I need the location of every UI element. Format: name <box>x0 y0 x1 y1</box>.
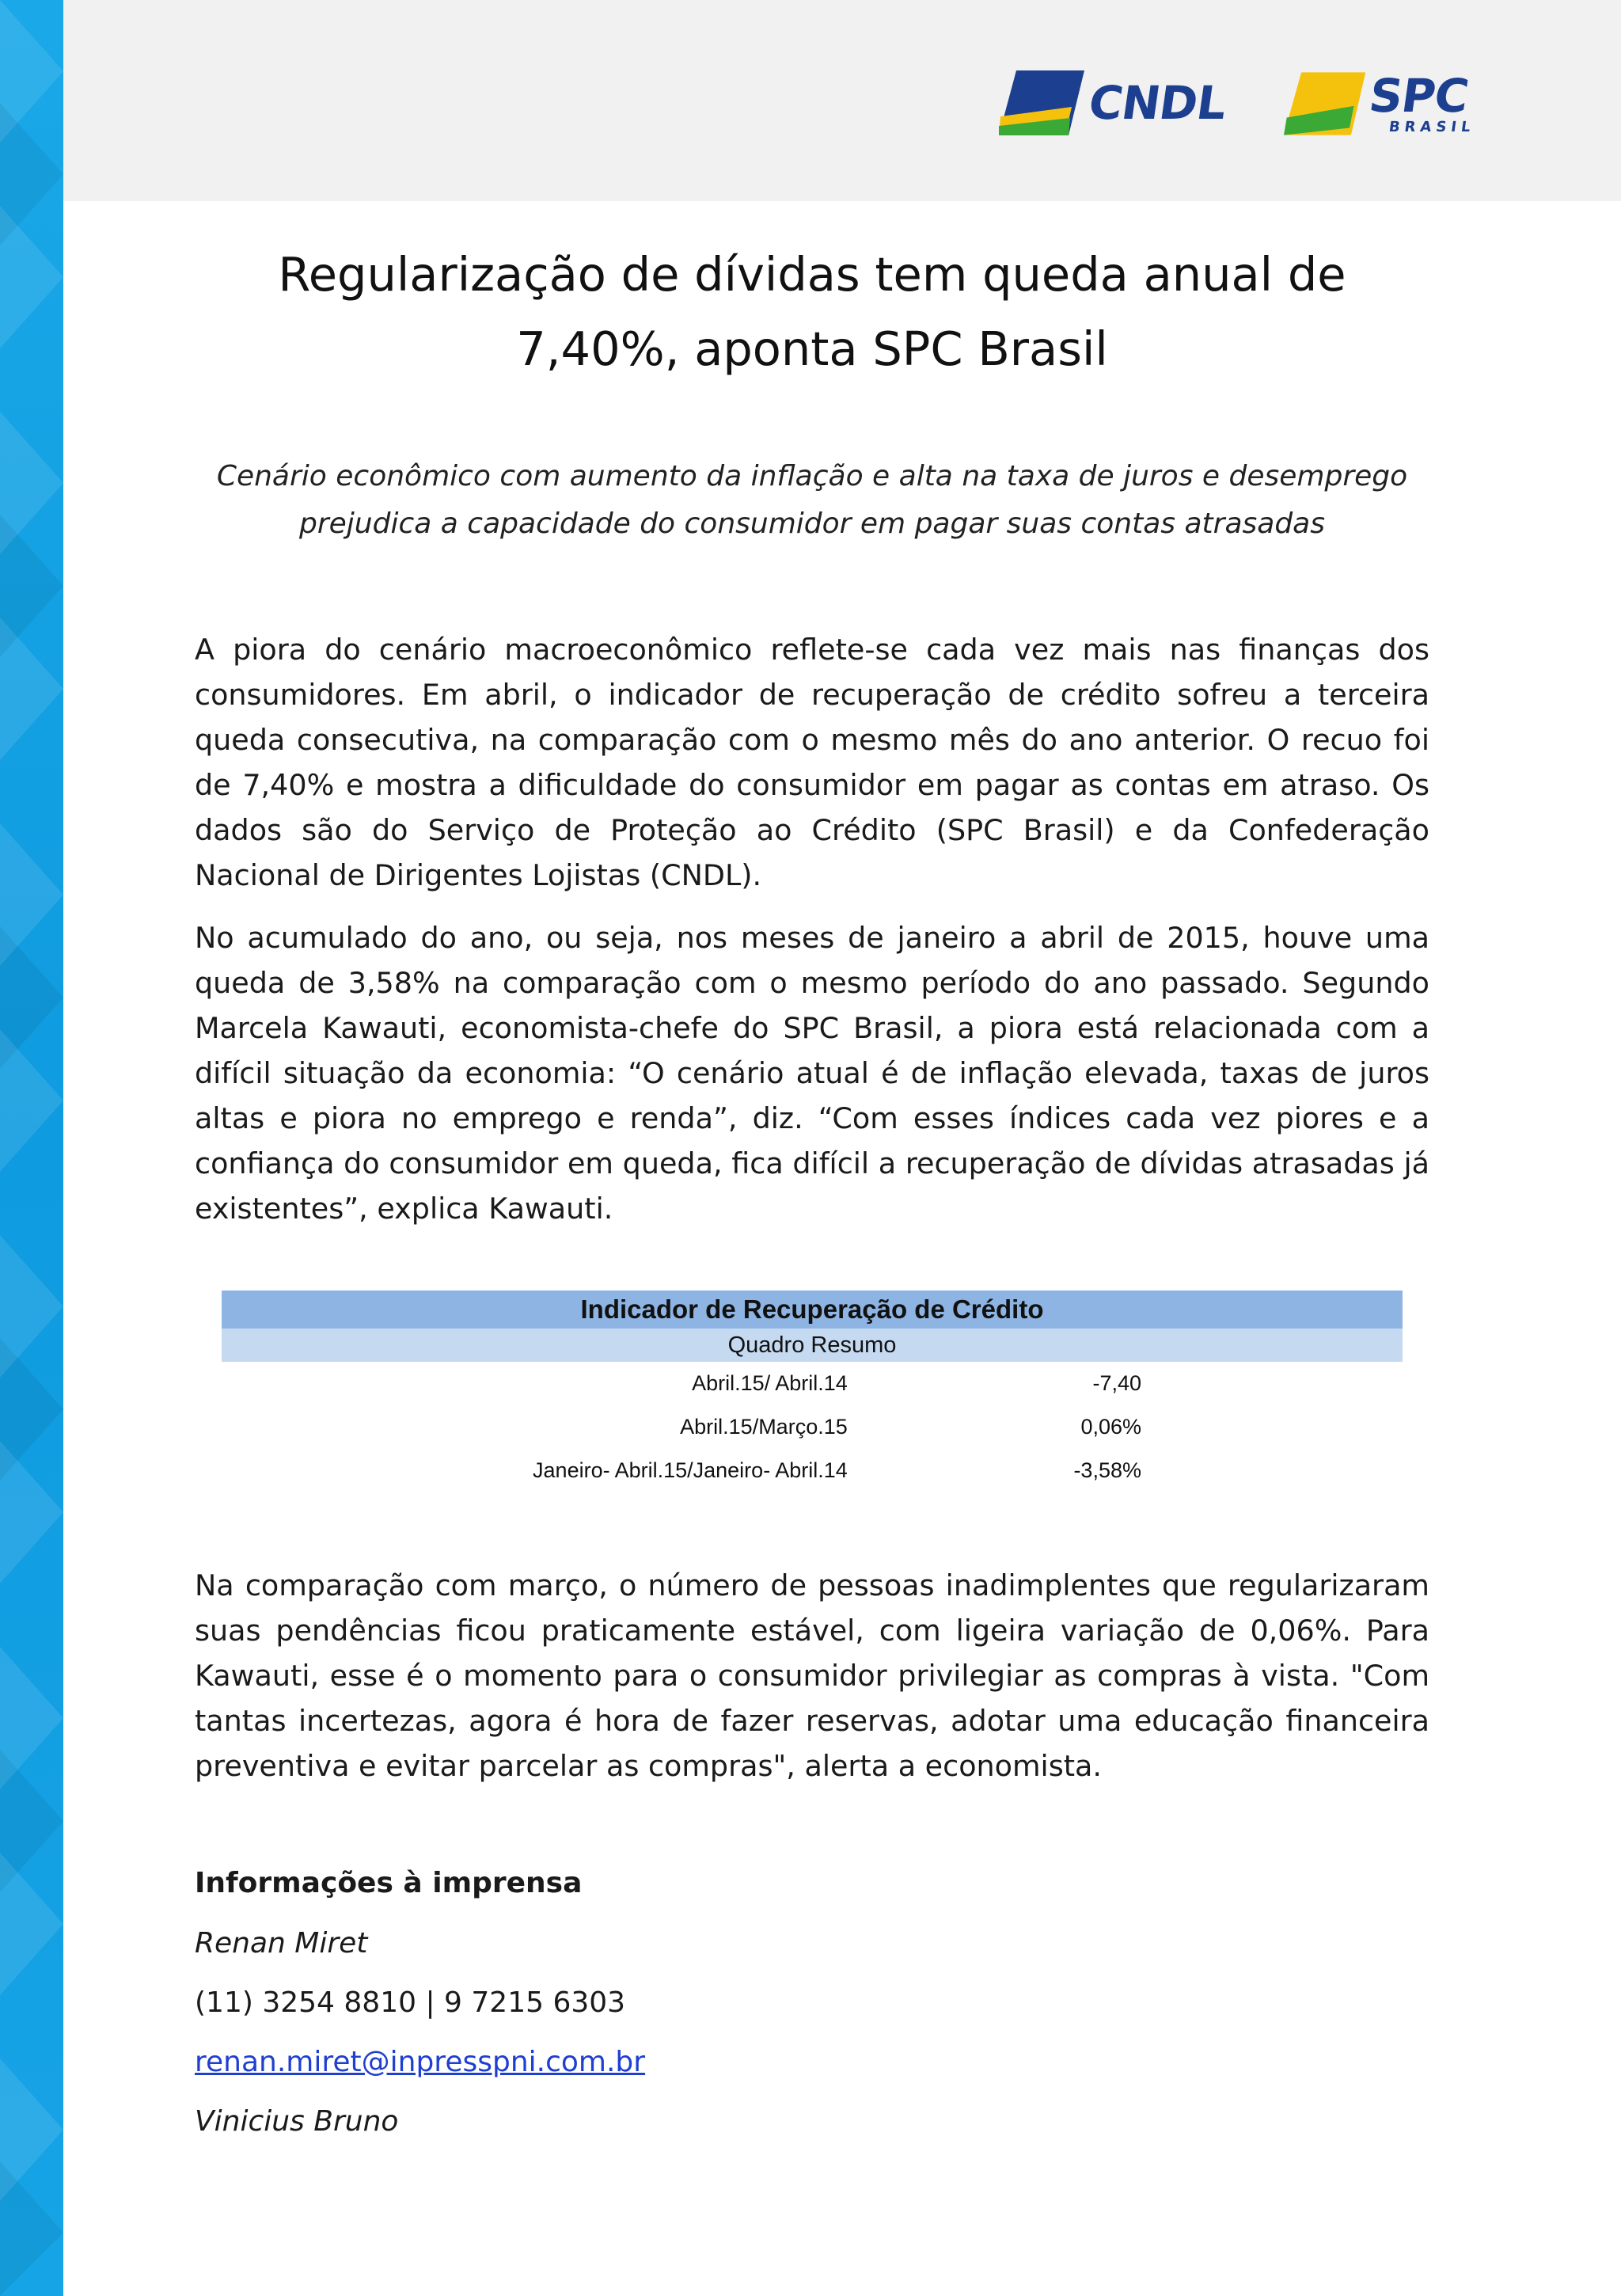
article-subtitle: Cenário econômico com aumento da inflação e alta na taxa de juros e desemprego prejudica a capacidade do consumidor em pagar suas contas atrasadas <box>216 460 1408 540</box>
spc-logo-subtext: BRASIL <box>1388 119 1477 135</box>
summary-table-title: Indicador de Recuperação de Crédito <box>222 1291 1403 1329</box>
cndl-logo <box>999 67 1236 139</box>
table-row <box>222 1449 1403 1492</box>
stripe-chevron-pattern <box>0 0 63 2296</box>
table-row <box>222 1405 1403 1449</box>
article-paragraph-1: A piora do cenário macroeconômico reflete-se cada vez mais nas finanças dos consumidores. Em abril, o indicador de recuperação de crédito sofreu a terceira queda consecutiva, na comparação com o mesmo mês do ano anterior. O recuo foi de 7,40% e mostra a dificuldade do consumidor em pagar as contas em atraso. Os dados são do Serviço de Proteção ao Crédito (SPC Brasil) e da Confederação Nacional de Dirigentes Lojistas (CNDL). <box>195 633 1429 892</box>
spc-logo-text: SPC <box>1365 69 1472 123</box>
press-contact-phone: (11) 3254 8810 | 9 7215 6303 <box>195 1986 626 2019</box>
article-title: Regularização de dívidas tem queda anual de 7,40%, aponta SPC Brasil <box>278 247 1346 376</box>
spc-logo-mark <box>1284 70 1365 138</box>
summary-table <box>222 1291 1403 1492</box>
cndl-logo-text: CNDL <box>1085 76 1229 130</box>
table-row-value: -7,40 <box>1092 1371 1141 1395</box>
table-row-label: Janeiro- Abril.15/Janeiro- Abril.14 <box>533 1458 848 1482</box>
press-contact-name: Renan Miret <box>195 1927 368 1960</box>
press-contact-email-link[interactable]: renan.miret@inpresspni.com.br <box>195 2046 646 2078</box>
table-row-value: -3,58% <box>1073 1458 1141 1482</box>
press-info-heading: Informações à imprensa <box>195 1867 583 1899</box>
table-row-value: 0,06% <box>1080 1415 1141 1439</box>
article-paragraph-2: No acumulado do ano, ou seja, nos meses de janeiro a abril de 2015, houve uma queda de 3,58% na comparação com o mesmo período do ano passado. Segundo Marcela Kawauti, economista-chefe do SPC Brasil, a piora está relacionada com a difícil situação da economia: “O cenário atual é de inflação elevada, taxas de juros altas e piora no emprego e renda”, diz. “Com esses índices cada vez piores e a confiança do consumidor em queda, fica difícil a recuperação de dívidas atrasadas já existentes”, explica Kawauti. <box>195 921 1429 1226</box>
article-paragraph-3: Na comparação com março, o número de pessoas inadimplentes que regularizaram suas pendências ficou praticamente estável, com ligeira variação de 0,06%. Para Kawauti, esse é o momento para o consumidor privilegiar as compras à vista. "Com tantas incertezas, agora é hora de fazer reservas, adotar uma educação financeira preventiva e evitar parcelar as compras", alerta a economista. <box>195 1568 1429 1783</box>
summary-table-title-row <box>222 1291 1403 1329</box>
summary-table-subtitle-row <box>222 1329 1403 1362</box>
summary-table-subtitle: Quadro Resumo <box>222 1329 1403 1362</box>
side-stripe-decoration <box>0 0 63 2296</box>
table-row <box>222 1362 1403 1405</box>
table-row-label: Abril.15/Março.15 <box>680 1415 848 1439</box>
press-contact-name-2: Vinicius Bruno <box>195 2105 399 2138</box>
cndl-logo-mark <box>999 70 1084 135</box>
table-row-label: Abril.15/ Abril.14 <box>692 1371 848 1395</box>
spc-brasil-logo <box>1284 65 1479 143</box>
